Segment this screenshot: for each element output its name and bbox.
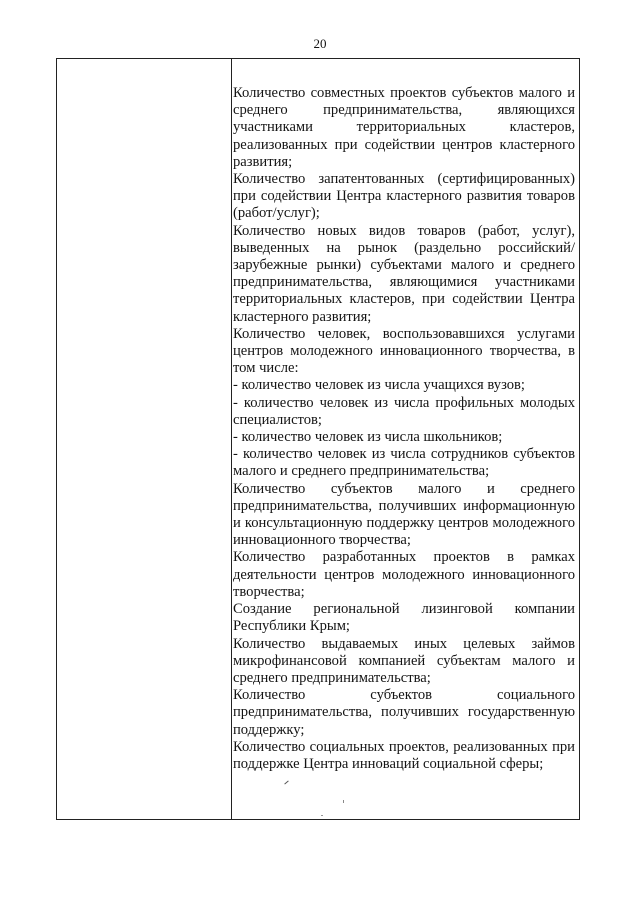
indicator-paragraph: Количество совместных проектов субъектов малого и среднего предпринимательства, являющихся участниками территориальных кластеров, реализованных при содействии центров кластерного развития; xyxy=(233,85,575,170)
indicator-paragraph: Количество запатентованных (сертифицированных) при содействии Центра кластерного развития товаров (работ/услуг); xyxy=(233,171,575,222)
indicator-paragraph: Количество социальных проектов, реализованных при поддержке Центра инноваций социальной сферы; xyxy=(233,738,575,772)
indicator-paragraph: Количество новых видов товаров (работ, услуг), выведенных на рынок (раздельно российский/зарубежные рынки) субъектами малого и среднего предпринимательства, являющимися участниками территориальных кластеров, при содействии Центра кластерного развития; xyxy=(233,222,575,325)
scan-speck xyxy=(343,800,344,803)
document-table xyxy=(56,58,580,820)
indicator-paragraph: Количество разработанных проектов в рамках деятельности центров молодежного инновационного творчества; xyxy=(233,549,575,600)
indicator-paragraph: Количество субъектов социального предпринимательства, получивших государственную поддержку; xyxy=(233,687,575,738)
indicator-list-item: - количество человек из числа учащихся вузов; xyxy=(233,377,525,394)
indicator-paragraph: Количество человек, воспользовавшихся услугами центров молодежного инновационного творчества, в том числе: xyxy=(233,325,575,377)
table-cell-right xyxy=(233,85,575,773)
page-number: 20 xyxy=(313,36,327,51)
scan-speck xyxy=(321,815,323,816)
indicator-list-item: - количество человек из числа сотрудников субъектов малого и среднего предпринимательства; xyxy=(233,446,575,480)
indicator-paragraph: Количество выдаваемых иных целевых займов микрофинансовой компанией субъектам малого и среднего предпринимательства; xyxy=(233,635,575,686)
indicator-list-item: - количество человек из числа профильных молодых специалистов; xyxy=(233,394,575,428)
indicator-list-item: - количество человек из числа школьников; xyxy=(233,429,503,446)
indicator-paragraph: Создание региональной лизинговой компании Республики Крым; xyxy=(233,601,575,635)
column-divider xyxy=(231,59,232,819)
indicator-paragraph: Количество субъектов малого и среднего предпринимательства, получивших информационную и консультационную поддержку центров молодежного инновационного творчества; xyxy=(233,480,575,549)
table-cell-left xyxy=(57,59,231,819)
